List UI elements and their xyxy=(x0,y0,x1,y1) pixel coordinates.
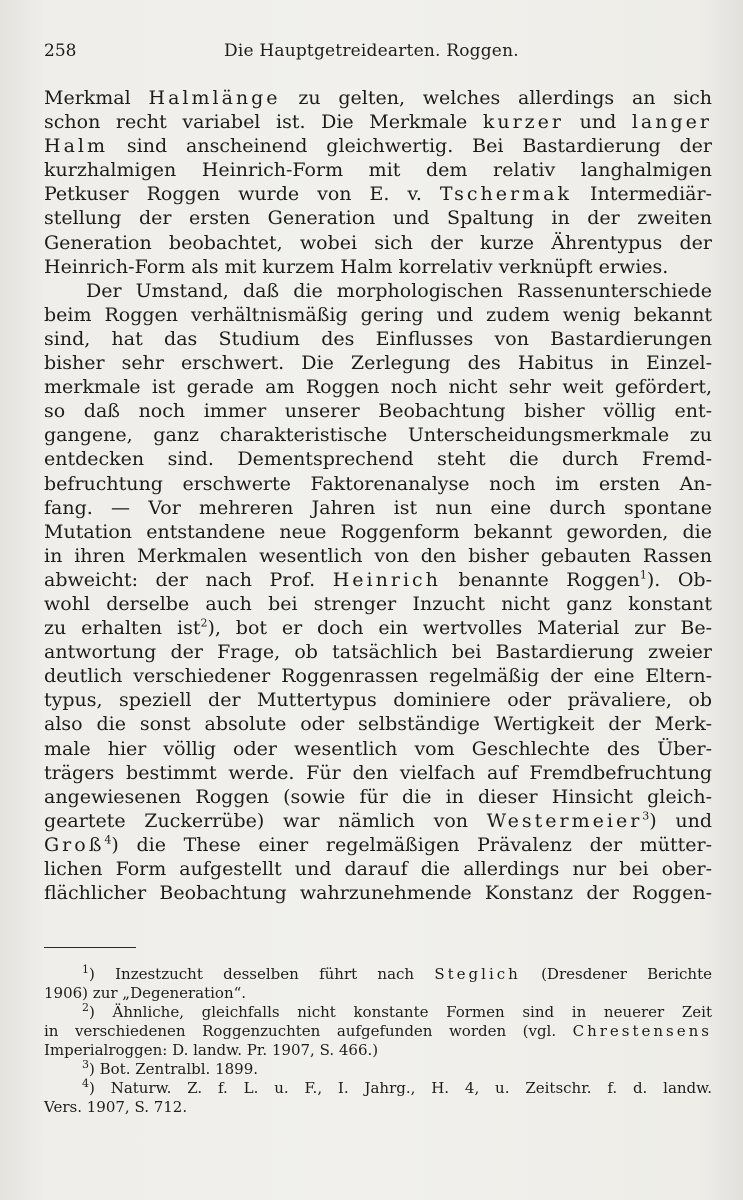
text-line: in ihren Merkmalen wesentlich von den bisher gebauten Rassen xyxy=(44,544,712,567)
main-text xyxy=(44,86,712,905)
text-line: fang. — Vor mehreren Jahren ist nun eine durch spontane xyxy=(44,496,712,519)
text-line: male hier völlig oder wesentlich vom Geschlechte des Über- xyxy=(44,737,712,760)
text-line: deutlich verschiedener Roggenrassen regelmäßig der eine Eltern- xyxy=(44,665,712,688)
footnote-2-end: Imperialroggen: D. landw. Pr. 1907, S. 466.) xyxy=(44,1041,379,1059)
text-line: beim Roggen verhältnismäßig gering und zudem wenig bekannt xyxy=(44,303,712,326)
page-number: 258 xyxy=(44,41,77,61)
text-line: typus, speziell der Muttertypus dominiere oder prävaliere, ob xyxy=(44,689,712,712)
text-line: Groß$^4$) die These einer regelmäßigen Prävalenz der mütter- xyxy=(44,833,712,856)
text-line: Mutation entstandene neue Roggenform bekannt geworden, die xyxy=(44,520,712,543)
text-line: zu erhalten ist$^2$), bot er doch ein wertvolles Material zur Be- xyxy=(44,616,712,640)
footnote-ref: 4 xyxy=(104,833,112,847)
text-line: bisher sehr erschwert. Die Zerlegung des Habitus in Einzel- xyxy=(44,352,712,375)
text-line: befruchtung erschwerte Faktorenanalyse noch im ersten An- xyxy=(44,472,712,495)
text-line: antwortung der Frage, ob tatsächlich bei Bastardierung zweier xyxy=(44,641,712,664)
text-line: sind, hat das Studium des Einflusses von Bastardierungen xyxy=(44,327,712,350)
text-line: merkmale ist gerade am Roggen noch nicht sehr weit gefördert, xyxy=(44,376,712,399)
text-line: also die sonst absolute oder selbständige Wertigkeit der Merk- xyxy=(44,713,712,736)
text-line: entdecken sind. Dementsprechend steht die durch Fremd- xyxy=(44,448,712,471)
footnote-1-cont: 1906) zur „Degeneration“. xyxy=(44,984,247,1002)
footnote-divider xyxy=(44,947,136,948)
text-line: so daß noch immer unserer Beobachtung bisher völlig ent- xyxy=(44,400,712,423)
text-line: Der Umstand, daß die morphologischen Rassenunterschiede xyxy=(86,279,712,302)
footnote-ref: 1 xyxy=(639,568,647,582)
footnote-4-cont: Vers. 1907, S. 712. xyxy=(44,1098,188,1116)
text-line: wohl derselbe auch bei strenger Inzucht nicht ganz konstant xyxy=(44,592,712,615)
footnote-3: $^3$) Bot. Zentralbl. 1899. xyxy=(82,1058,259,1078)
running-title: Die Hauptgetreidearten. Roggen. xyxy=(224,41,519,61)
text-line: Heinrich-Form als mit kurzem Halm korrelativ verknüpft erwies. xyxy=(44,255,669,278)
text-line: Merkmal Halmlänge zu gelten, welches allerdings an sich xyxy=(44,87,712,109)
footnote-ref: 2 xyxy=(200,616,208,630)
text-line: geartete Zuckerrübe) war nämlich von Westermeier$^3$) und xyxy=(44,809,712,832)
text-line: lichen Form aufgestellt und darauf die allerdings nur bei ober- xyxy=(44,858,712,880)
footnote-2-cont: in verschiedenen Roggenzuchten aufgefunden worden (vgl. Chrestensens xyxy=(44,1022,712,1040)
text-line: flächlicher Beobachtung wahrzunehmende Konstanz der Roggen- xyxy=(44,882,712,905)
text-line: angewiesenen Roggen (sowie für die in dieser Hinsicht gleich- xyxy=(44,785,712,808)
footnote-ref: 3 xyxy=(642,809,650,823)
text-line: Petkuser Roggen wurde von E. v. Tschermak Intermediär- xyxy=(44,183,712,206)
text-line: gangene, ganz charakteristische Unterscheidungsmerkmale zu xyxy=(44,424,712,447)
text-line: kurzhalmigen Heinrich-Form mit dem relativ langhalmigen xyxy=(44,159,712,182)
footnote-2: $^2$) Ähnliche, gleichfalls nicht konstante Formen sind in neuerer Zeit xyxy=(82,1001,712,1021)
text-line: stellung der ersten Generation und Spaltung in der zweiten xyxy=(44,207,712,230)
footnote-1: $^1$) Inzestzucht desselben führt nach Steglich (Dresdener Berichte xyxy=(82,963,712,983)
running-header xyxy=(44,36,712,66)
text-line: abweicht: der nach Prof. Heinrich benannte Roggen$^1$). Ob- xyxy=(44,568,712,591)
text-line: Halm sind anscheinend gleichwertig. Bei Bastardierung der xyxy=(44,135,712,158)
footnotes xyxy=(44,965,712,1117)
text-line: trägers bestimmt werde. Für den vielfach auf Fremdbefruchtung xyxy=(44,761,712,784)
text-line: Generation beobachtet, wobei sich der kurze Ährentypus der xyxy=(44,231,712,254)
text-line: schon recht variabel ist. Die Merkmale kurzer und langer xyxy=(44,111,712,134)
footnote-4: $^4$) Naturw. Z. f. L. u. F., I. Jahrg., H. 4, u. Zeitschr. f. d. landw. xyxy=(82,1077,712,1097)
